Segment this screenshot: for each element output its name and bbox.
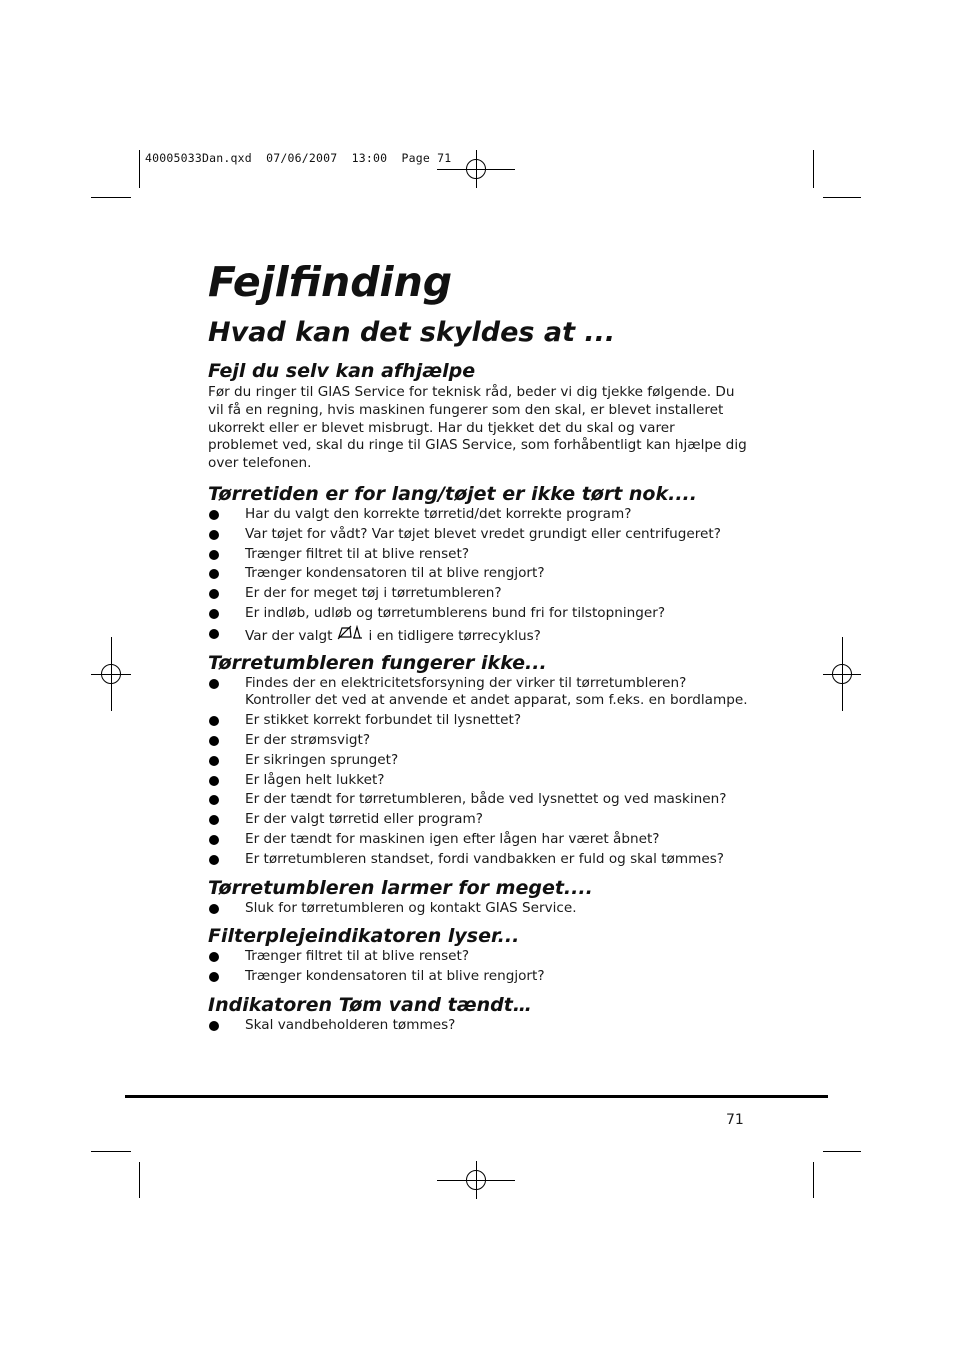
bullet-list xyxy=(208,900,748,918)
list-item: Trænger kondensatoren til at blive rengjort? xyxy=(208,968,748,986)
list-item: Skal vandbeholderen tømmes? xyxy=(208,1017,748,1035)
list-item: Er tørretumbleren standset, fordi vandbakken er fuld og skal tømmes? xyxy=(208,851,748,869)
bullet-list xyxy=(208,506,748,646)
print-slug: 40005033Dan.qxd 07/06/2007 13:00 Page 71 xyxy=(145,151,452,165)
intro-paragraph: Før du ringer til GIAS Service for teknisk råd, beder vi dig tjekke følgende. Du vil få en regning, hvis maskinen fungerer som den skal, er blevet installeret ukorrekt eller er blevet misbrugt. Har du tjekket det du skal og varer problemet ved, skal du ringe til GIAS Service, som forhåbentligt kan hjælpe dig over telefonen. xyxy=(208,384,747,472)
bullet-icon xyxy=(209,510,219,520)
bullet-icon xyxy=(209,550,219,560)
bullet-list xyxy=(208,675,748,869)
bullet-icon xyxy=(209,530,219,540)
list-item: Er sikringen sprunget? xyxy=(208,752,748,770)
bullet-icon xyxy=(209,904,219,914)
bullet-icon xyxy=(209,679,219,689)
bullet-icon xyxy=(209,716,219,726)
page-number: 71 xyxy=(726,1112,744,1128)
list-item: Er der for meget tøj i tørretumbleren? xyxy=(208,585,748,603)
bullet-icon xyxy=(209,795,219,805)
iron-crossed-icon xyxy=(337,625,363,642)
list-item: Har du valgt den korrekte tørretid/det korrekte program? xyxy=(208,506,748,524)
list-item: Er der valgt tørretid eller program? xyxy=(208,811,748,829)
bullet-icon xyxy=(209,629,219,639)
registration-mark xyxy=(101,664,121,684)
crop-mark xyxy=(91,197,131,198)
bullet-icon xyxy=(209,815,219,825)
bullet-icon xyxy=(209,589,219,599)
bullet-list xyxy=(208,1017,748,1035)
section-heading: Indikatoren Tøm vand tændt… xyxy=(208,993,532,1016)
crop-mark xyxy=(91,1151,131,1152)
list-item: Er lågen helt lukket? xyxy=(208,772,748,790)
section-heading: Filterplejeindikatoren lyser... xyxy=(208,925,520,948)
section-heading: Fejl du selv kan afhjælpe xyxy=(208,360,476,382)
list-item: Er der strømsvigt? xyxy=(208,732,748,750)
bullet-icon xyxy=(209,756,219,766)
crop-mark xyxy=(813,150,814,188)
bullet-list xyxy=(208,948,748,986)
crop-mark xyxy=(823,197,861,198)
crop-mark xyxy=(823,1151,861,1152)
crop-mark xyxy=(139,150,140,188)
list-item: Var der valgt i en tidligere tørrecyklus? xyxy=(208,625,748,646)
list-item: Trænger filtret til at blive renset? xyxy=(208,546,748,564)
registration-mark xyxy=(832,664,852,684)
bullet-icon xyxy=(209,1021,219,1031)
page-title: Fejlfinding xyxy=(208,258,453,306)
list-item: Var tøjet for vådt? Var tøjet blevet vredet grundigt eller centrifugeret? xyxy=(208,526,748,544)
bullet-icon xyxy=(209,609,219,619)
page-content xyxy=(208,255,748,1037)
list-item: Sluk for tørretumbleren og kontakt GIAS Service. xyxy=(208,900,748,918)
section-heading: Tørretumbleren larmer for meget.... xyxy=(208,876,593,899)
bullet-icon xyxy=(209,952,219,962)
bullet-icon xyxy=(209,569,219,579)
bullet-icon xyxy=(209,972,219,982)
registration-mark xyxy=(466,159,486,179)
crop-mark xyxy=(813,1162,814,1198)
list-item: Trænger filtret til at blive renset? xyxy=(208,948,748,966)
footer-rule xyxy=(125,1095,828,1098)
bullet-icon xyxy=(209,736,219,746)
bullet-icon xyxy=(209,855,219,865)
list-item: Er stikket korrekt forbundet til lysnettet? xyxy=(208,712,748,730)
section-heading: Tørretiden er for lang/tøjet er ikke tørt nok.... xyxy=(208,482,697,505)
bullet-icon xyxy=(209,776,219,786)
list-item: Er indløb, udløb og tørretumblerens bund fri for tilstopninger? xyxy=(208,605,748,623)
section-heading: Tørretumbleren fungerer ikke... xyxy=(208,651,547,674)
list-item: Er der tændt for maskinen igen efter lågen har været åbnet? xyxy=(208,831,748,849)
page-subtitle: Hvad kan det skyldes at ... xyxy=(208,317,616,348)
crop-mark xyxy=(139,1162,140,1198)
registration-mark xyxy=(466,1170,486,1190)
list-item: Findes der en elektricitetsforsyning der virker til tørretumbleren? Kontroller det ved at anvende et andet apparat, som f.eks. en bordlampe. xyxy=(208,675,748,711)
list-item: Er der tændt for tørretumbleren, både ved lysnettet og ved maskinen? xyxy=(208,791,748,809)
bullet-icon xyxy=(209,835,219,845)
list-item: Trænger kondensatoren til at blive rengjort? xyxy=(208,565,748,583)
